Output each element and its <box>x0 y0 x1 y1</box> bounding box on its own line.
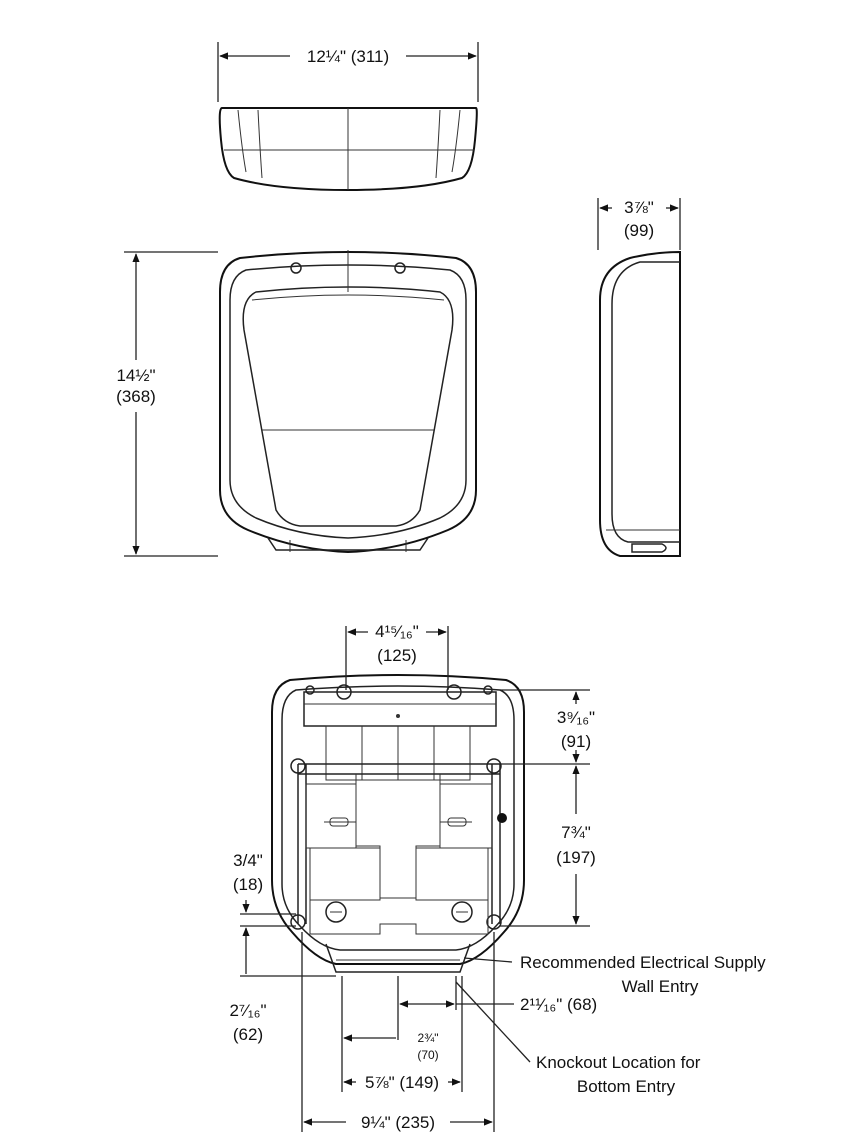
bottom-height-mm-label: (62) <box>232 1025 264 1044</box>
front-view <box>220 250 476 552</box>
right-top-offset-label: 3⁹⁄₁₆" <box>556 708 596 727</box>
electrical-note-line1: Recommended Electrical Supply <box>520 953 766 972</box>
right-top-offset-mm-label: (91) <box>560 732 592 751</box>
electrical-supply-callout <box>464 953 766 996</box>
electrical-note-line2: Wall Entry <box>621 977 699 996</box>
hole-spacing-label: 5⅞" (149) <box>364 1073 440 1092</box>
side-depth-dimension <box>598 198 680 250</box>
back-top-width-mm-label: (125) <box>377 646 417 665</box>
bottom-height-label: 2⁷⁄₁₆" <box>229 1001 267 1020</box>
supply-offset-dimension <box>398 976 597 1014</box>
back-view <box>272 675 524 972</box>
side-depth-label: 3⅞" <box>624 198 654 217</box>
left-offset-label: 3/4" <box>233 851 263 870</box>
mount-spacing-mm-label: (197) <box>556 848 596 867</box>
front-height-mm-label: (368) <box>116 387 156 406</box>
side-depth-mm-label: (99) <box>623 221 655 240</box>
top-view <box>220 108 477 190</box>
overall-width-label: 9¼" (235) <box>360 1113 436 1132</box>
front-height-label: 14½" <box>116 366 156 385</box>
back-top-width-label: 4¹⁵⁄₁₆" <box>375 622 419 641</box>
top-width-label: 12¼" (311) <box>306 47 390 66</box>
side-view <box>600 252 680 556</box>
inner-width-mm-label: (70) <box>417 1048 439 1062</box>
front-height-dimension <box>116 252 218 556</box>
top-width-dimension <box>218 42 478 102</box>
knockout-note-line1: Knockout Location for <box>536 1053 701 1072</box>
knockout-note-line2: Bottom Entry <box>576 1077 676 1096</box>
inner-width-label: 2¾" <box>417 1031 439 1045</box>
left-offset-mm-label: (18) <box>232 875 264 894</box>
mount-spacing-label: 7¾" <box>561 823 591 842</box>
supply-offset-label: 2¹¹⁄₁₆" (68) <box>520 995 598 1014</box>
hole-spacing-dimension <box>344 976 462 1092</box>
